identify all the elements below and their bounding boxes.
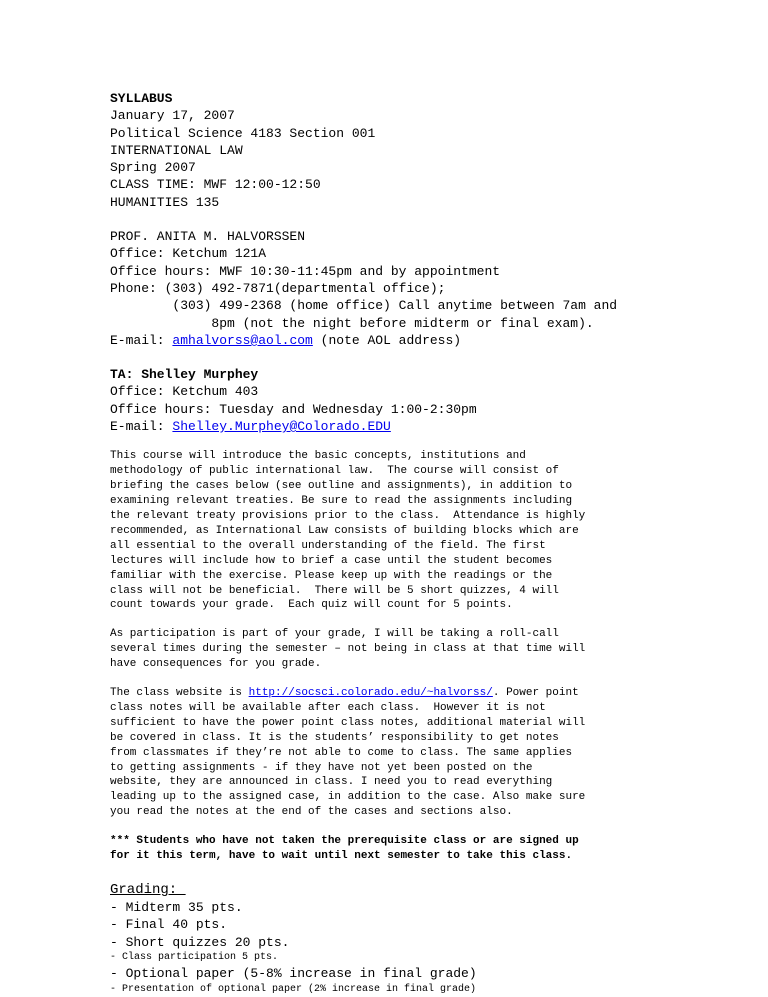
term: Spring 2007 (110, 160, 196, 176)
ta-email-label: E-mail: (110, 419, 173, 435)
professor-email-link[interactable]: amhalvorss@aol.com (172, 332, 313, 348)
professor-email-note: (note AOL address) (312, 332, 462, 348)
ta-block (110, 366, 670, 435)
paragraph-line: sufficient to have the power point class notes, additional material will (110, 716, 586, 729)
paragraph-line: from classmates if they’re not able to come to class. The same applies (110, 746, 573, 759)
paragraph-line: several times during the semester – not being in class at that time will (110, 643, 586, 656)
professor-hours: Office hours: MWF 10:30-11:45pm and by appointment (110, 263, 501, 279)
paragraph-line: to getting assignments - if they have not yet been posted on the (110, 761, 533, 774)
professor-phone-line-2: (303) 499-2368 (home office) Call anytime between 7am and (110, 298, 618, 314)
website-prefix: The class website is (110, 687, 249, 700)
website-suffix: . Power point (492, 687, 579, 700)
room: HUMANITIES 135 (110, 194, 220, 210)
paragraph-line: count towards your grade. Each quiz will count for 5 points. (110, 599, 513, 612)
paragraph-line: examining relevant treaties. Be sure to read the assignments including (110, 495, 573, 508)
class-website-link[interactable]: http://socsci.colorado.edu/~halvorss/ (248, 687, 493, 700)
warning-line: *** Students who have not taken the prerequisite class or are signed up (110, 835, 579, 848)
grading-heading: Grading: (110, 882, 186, 898)
ta-hours: Office hours: Tuesday and Wednesday 1:00-2:30pm (110, 401, 477, 417)
paragraph-line: lectures will include how to brief a case until the student becomes (110, 554, 553, 567)
paragraph-line: class notes will be available after each class. However it is not (110, 701, 546, 714)
paragraph-line: leading up to the assigned case, in addition to the case. Also make sure (110, 791, 586, 804)
paragraph-line: methodology of public international law. The course will consist of (110, 465, 559, 478)
ta-name: TA: Shelley Murphey (110, 367, 259, 383)
paragraph-line: This course will introduce the basic concepts, institutions and (110, 450, 526, 463)
professor-email-label: E-mail: (110, 332, 173, 348)
grading-item-midterm: - Midterm 35 pts. (110, 900, 243, 915)
professor-phone-line-3: 8pm (not the night before midterm or final exam). (110, 315, 594, 331)
paragraph-line: all essential to the overall understanding of the field. The first (110, 539, 546, 552)
grading-item-optional-paper: - Optional paper (5-8% increase in final grade) (110, 966, 477, 982)
grading-item-final: - Final 40 pts. (110, 917, 228, 933)
professor-email-line (110, 332, 670, 349)
grading-section (110, 882, 670, 997)
paragraph-line: recommended, as International Law consists of building blocks which are (110, 524, 579, 537)
class-time: CLASS TIME: MWF 12:00-12:50 (110, 177, 321, 193)
professor-phone-line-1: Phone: (303) 492-7871(departmental office); (110, 280, 446, 296)
website-line (110, 686, 670, 701)
paragraph-line: familiar with the exercise. Please keep up with the readings or the (110, 569, 553, 582)
prerequisite-warning (110, 834, 670, 864)
syllabus-page (110, 90, 670, 997)
grading-item-participation: - Class participation 5 pts. (110, 951, 279, 963)
professor-name: PROF. ANITA M. HALVORSSEN (110, 229, 306, 245)
ta-email-line (110, 418, 670, 435)
header-block (110, 90, 670, 211)
website-paragraph (110, 686, 670, 820)
paragraph-line: the relevant treaty provisions prior to the class. Attendance is highly (110, 509, 586, 522)
ta-email-link[interactable]: Shelley.Murphey@Colorado.EDU (172, 419, 391, 435)
paragraph-line: As participation is part of your grade, I will be taking a roll-call (110, 628, 559, 641)
professor-block (110, 228, 670, 349)
course-number: Political Science 4183 Section 001 (110, 125, 376, 141)
paragraph-line: have consequences for you grade. (110, 658, 322, 671)
date: January 17, 2007 (110, 108, 235, 124)
paragraph-line: briefing the cases below (see outline and assignments), in addition to (110, 480, 573, 493)
participation-paragraph (110, 627, 670, 672)
grading-item-quizzes: - Short quizzes 20 pts. (110, 934, 290, 950)
paragraph-line: website, they are announced in class. I need you to read everything (110, 776, 553, 789)
paragraph-line: class will not be beneficial. There will be 5 short quizzes, 4 will (110, 584, 559, 597)
warning-line: for it this term, have to wait until next semester to take this class. (110, 850, 573, 863)
paragraph-line: be covered in class. It is the students’ responsibility to get notes (110, 731, 559, 744)
course-name: INTERNATIONAL LAW (110, 142, 243, 158)
ta-office: Office: Ketchum 403 (110, 384, 259, 400)
paragraph-line: you read the notes at the end of the cases and sections also. (110, 806, 513, 819)
page-title: SYLLABUS (110, 91, 173, 106)
intro-paragraph (110, 449, 670, 613)
grading-item-presentation: - Presentation of optional paper (2% increase in final grade) (110, 983, 477, 995)
professor-office: Office: Ketchum 121A (110, 246, 267, 262)
